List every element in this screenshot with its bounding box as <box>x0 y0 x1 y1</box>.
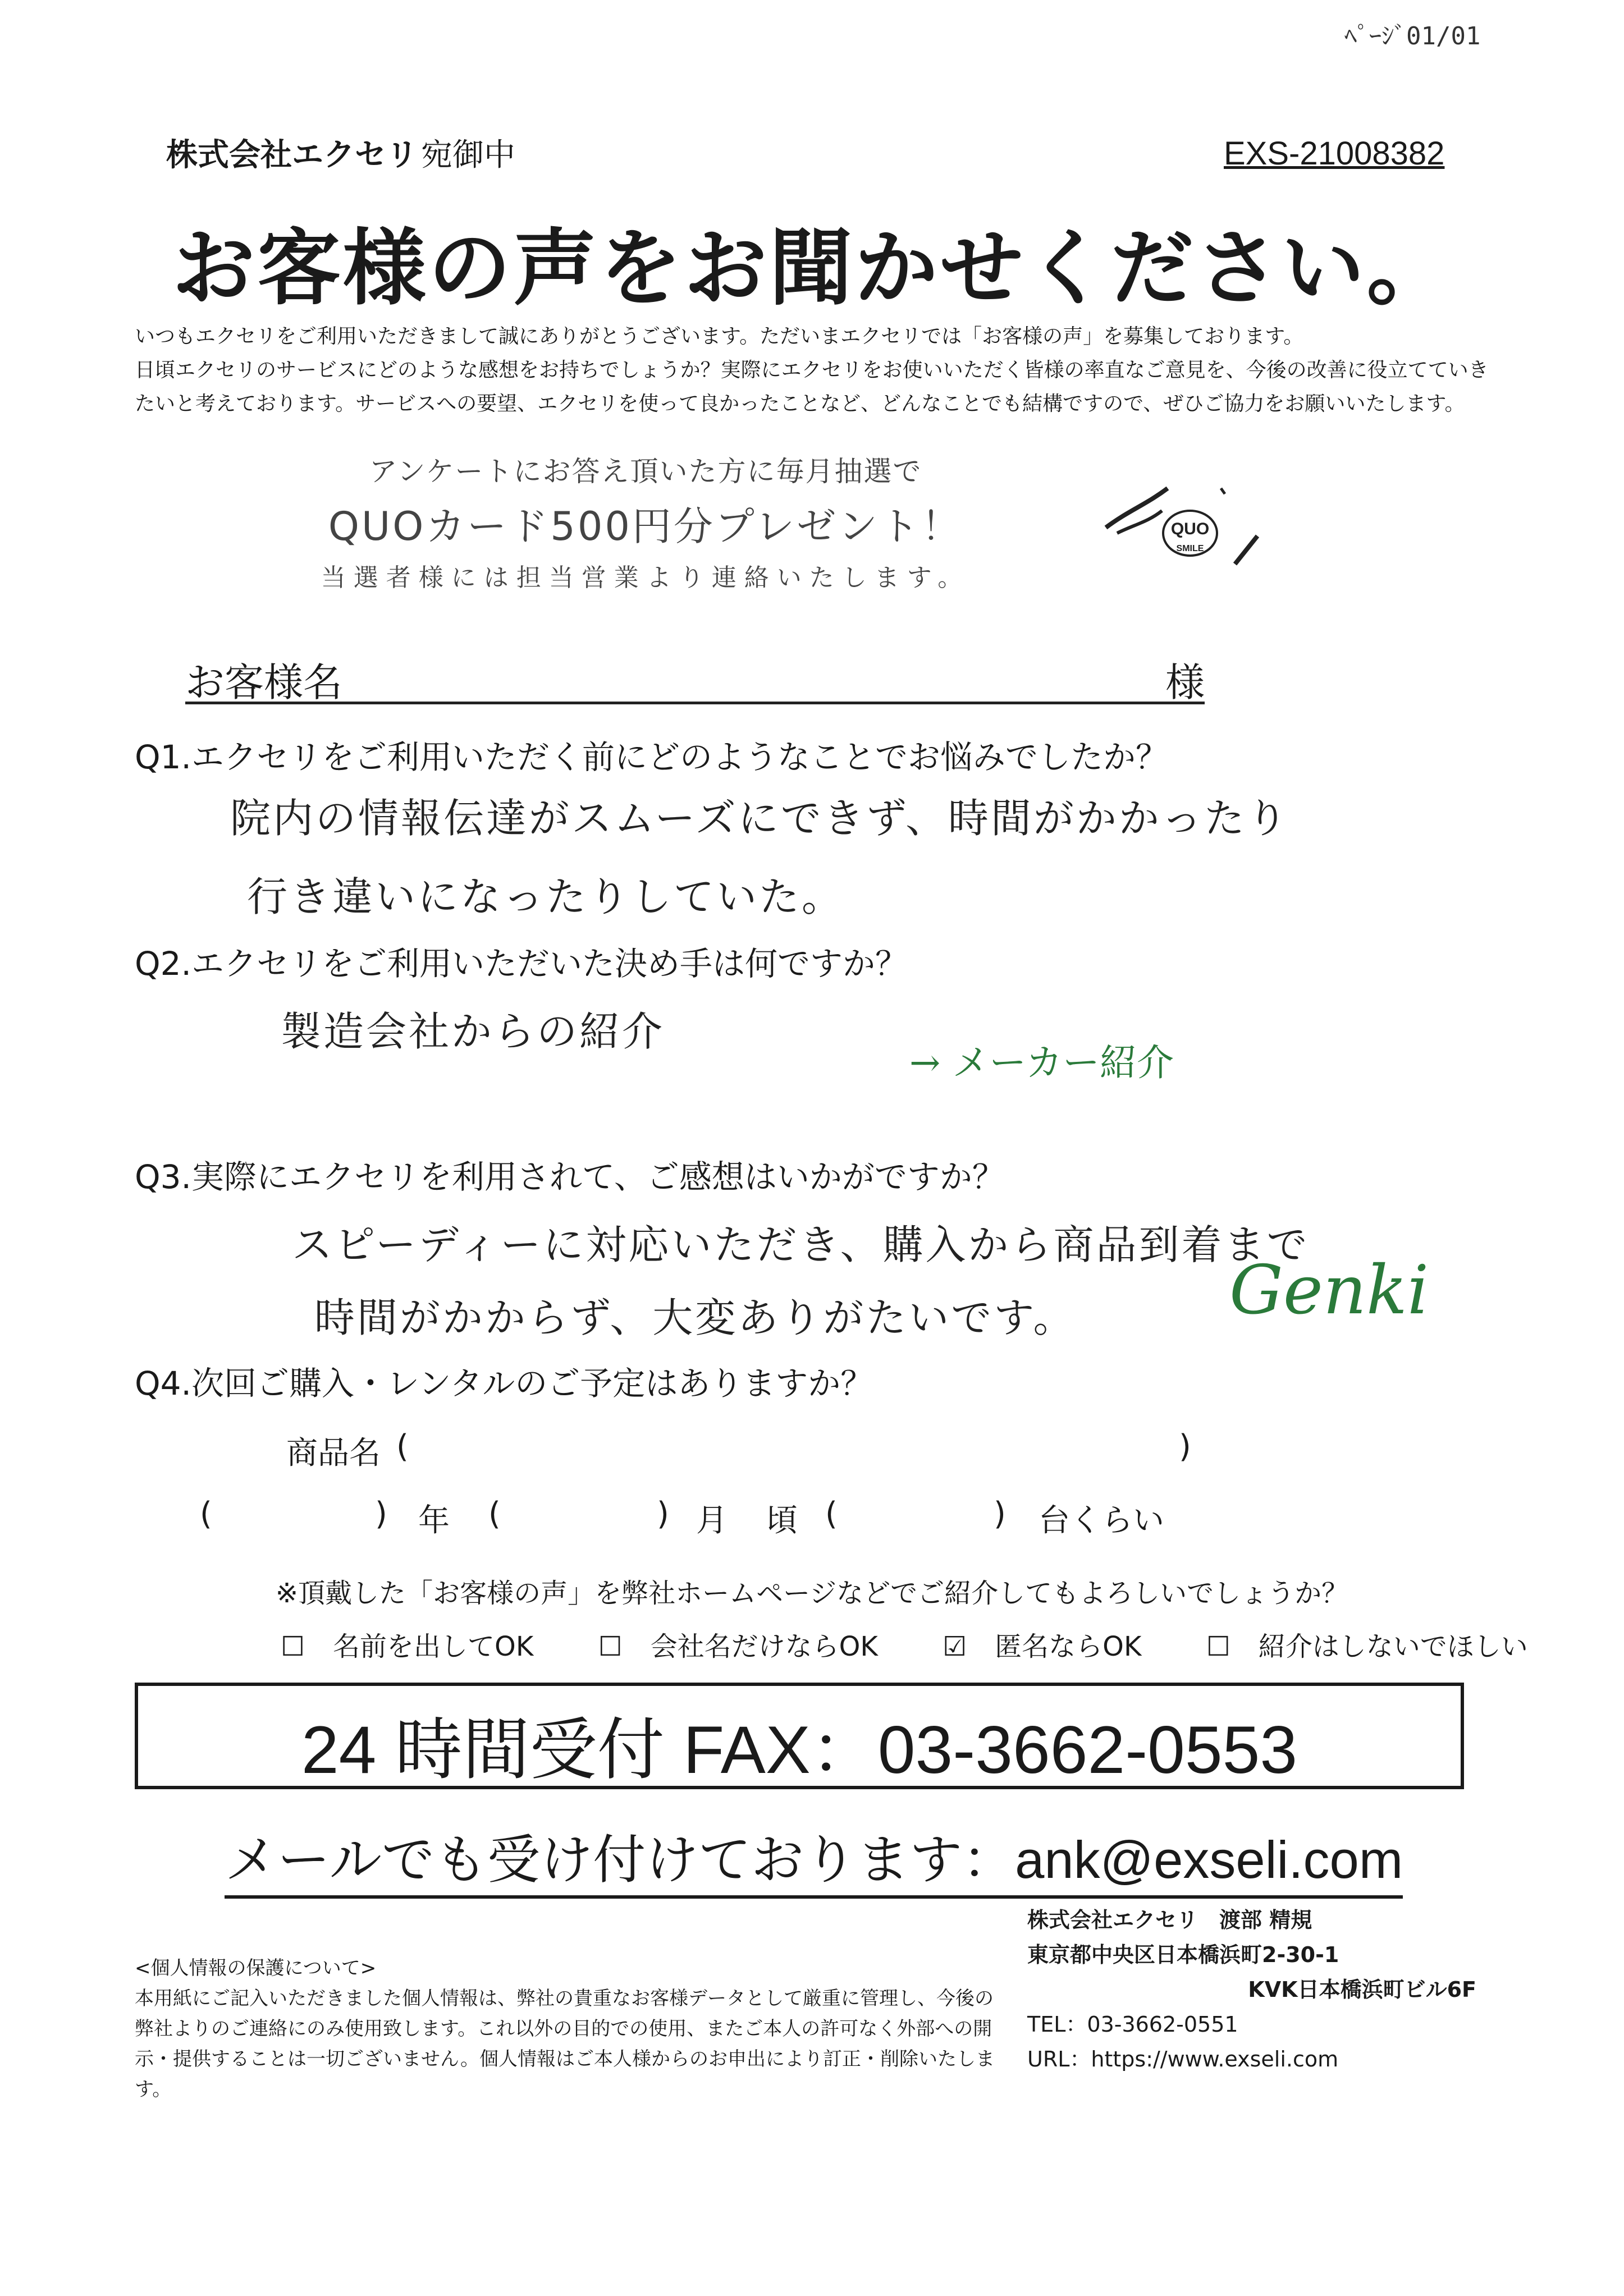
around-label: 頃 <box>766 1502 798 1539</box>
company-info <box>1027 1903 1476 2077</box>
answer-2-line-1: 製造会社からの紹介 <box>281 1008 665 1055</box>
privacy-body: 本用紙にご記入いただきました個人情報は、弊社の貴重なお客様データとして厳重に管理し、今後の弊社よりのご連絡にのみ使用致します。これ以外の目的での使用、またご本人の許可なく外部への開示・提供することは一切ございません。個人情報はご本人様からのお申出により訂正・削除いたします。 <box>135 1987 995 2101</box>
consent-option-anonymous-ok[interactable] <box>943 1631 1169 1662</box>
answer-3-line-2: 時間がかからず、大変ありがたいです。 <box>314 1294 1076 1341</box>
fax-number: 24 時間受付 FAX：03-3662-0553 <box>301 1712 1298 1788</box>
question-4: Q4.次回ご購入・レンタルのご予定はありますか？ <box>135 1364 873 1403</box>
question-2: Q2.エクセリをご利用いただいた決め手は何ですか？ <box>135 945 908 983</box>
addressee <box>166 130 515 175</box>
product-name-label: 商品名 <box>286 1435 381 1472</box>
company-tel: TEL：03-3662-0551 <box>1027 2012 1238 2037</box>
consent-option-label: 会社名だけならOK <box>650 1631 878 1662</box>
intro-line-1: いつもエクセリをご利用いただきまして誠にありがとうございます。ただいまエクセリでは「お客様の声」を募集しております。 <box>135 325 1304 348</box>
addressee-handwritten: 宛御中 <box>421 137 515 173</box>
checkbox-empty-icon: ☐ <box>281 1631 305 1662</box>
year-open-paren: ( <box>200 1496 212 1532</box>
month-open-paren: ( <box>488 1496 501 1532</box>
answer-2-note: → メーカー紹介 <box>909 1041 1174 1084</box>
intro-line-2: 日頃エクセリのサービスにどのような感想をお持ちでしょうか？実際にエクセリをお使いいただく皆様の率直なご意見を、今後の改善に役立てていきたいと考えております。サービスへの要望、エクセリを使って良かったことなど、どんなことでも結構ですので、ぜひご協力をお願いいたします。 <box>135 359 1489 415</box>
product-name-close-paren: ) <box>1179 1428 1191 1465</box>
question-1: Q1.エクセリをご利用いただく前にどのようなことでお悩みでしたか？ <box>135 738 1168 776</box>
checkbox-empty-icon: ☐ <box>598 1631 623 1662</box>
company-name: 株式会社エクセリ 渡部 精規 <box>1027 1908 1312 1932</box>
answer-1-line-1: 院内の情報伝達がスムーズにできず、時間がかかったり <box>230 795 1290 842</box>
consent-option-no-intro[interactable] <box>1206 1631 1556 1662</box>
answer-3-note: Genki <box>1229 1252 1429 1330</box>
consent-option-name-ok[interactable] <box>281 1631 561 1662</box>
year-close-paren: ) <box>375 1496 387 1532</box>
privacy-notice <box>135 1953 1010 2105</box>
consent-question: ※頂戴した「お客様の声」を弊社ホームページなどでご紹介してもよろしいでしょうか？ <box>275 1578 1349 1609</box>
consent-option-label: 匿名ならOK <box>995 1631 1142 1662</box>
mail-contact: メールでも受け付けております：ank@exseli.com <box>225 1817 1403 1899</box>
consent-option-label: 名前を出してOK <box>333 1631 534 1662</box>
quo-logo-sub: SMILE <box>1176 544 1204 553</box>
document-id: EXS-21008382 <box>1224 135 1445 172</box>
units-field[interactable] <box>845 1496 985 1535</box>
answer-3-line-1: スピーディーに対応いただき、購入から商品到着まで <box>292 1221 1310 1268</box>
consent-option-company-ok[interactable] <box>598 1631 906 1662</box>
year-label: 年 <box>418 1502 450 1539</box>
company-address-2: KVK日本橋浜町ビル6F <box>1248 1977 1476 2002</box>
customer-name-row[interactable] <box>185 640 1205 704</box>
addressee-company: 株式会社エクセリ <box>166 137 418 173</box>
promo-line-2: QUOカード500円分プレゼント！ <box>328 503 963 549</box>
privacy-heading: <個人情報の保護について> <box>135 1957 377 1979</box>
units-label: 台くらい <box>1039 1502 1164 1539</box>
answer-1-line-2: 行き違いになったりしていた。 <box>247 873 845 920</box>
quo-logo-text: QUO <box>1170 520 1210 538</box>
checkbox-checked-icon: ☑ <box>943 1631 967 1662</box>
question-3: Q3.実際にエクセリを利用されて、ご感想はいかがですか？ <box>135 1158 1005 1196</box>
customer-name-suffix: 様 <box>1165 659 1205 705</box>
promo-line-1: アンケートにお答え頂いた方に毎月抽選で <box>369 455 922 488</box>
product-name-field[interactable] <box>410 1431 1173 1470</box>
page-number: ﾍﾟｰｼﾞ01/01 <box>1344 22 1481 51</box>
consent-option-label: 紹介はしないでほしい <box>1258 1631 1528 1662</box>
units-open-paren: ( <box>825 1496 838 1532</box>
customer-name-label: お客様名 <box>185 659 342 705</box>
company-address-1: 東京都中央区日本橋浜町2-30-1 <box>1027 1942 1339 1967</box>
consent-options <box>281 1625 1584 1663</box>
units-close-paren: ) <box>994 1496 1006 1532</box>
promo-line-3: 当選者様には担当営業より連絡いたします。 <box>321 563 971 592</box>
product-name-open-paren: ( <box>396 1428 409 1465</box>
month-label: 月 <box>696 1502 728 1539</box>
month-field[interactable] <box>508 1496 648 1535</box>
month-close-paren: ) <box>657 1496 669 1532</box>
intro-text <box>135 320 1504 421</box>
page-title: お客様の声をお聞かせください。 <box>172 220 1452 317</box>
quo-card-logo-icon <box>1095 471 1263 572</box>
company-url: URL：https://www.exseli.com <box>1027 2047 1339 2072</box>
promo-block <box>225 449 1067 593</box>
year-field[interactable] <box>219 1496 370 1535</box>
fax-box <box>135 1683 1464 1789</box>
checkbox-empty-icon: ☐ <box>1206 1631 1230 1662</box>
